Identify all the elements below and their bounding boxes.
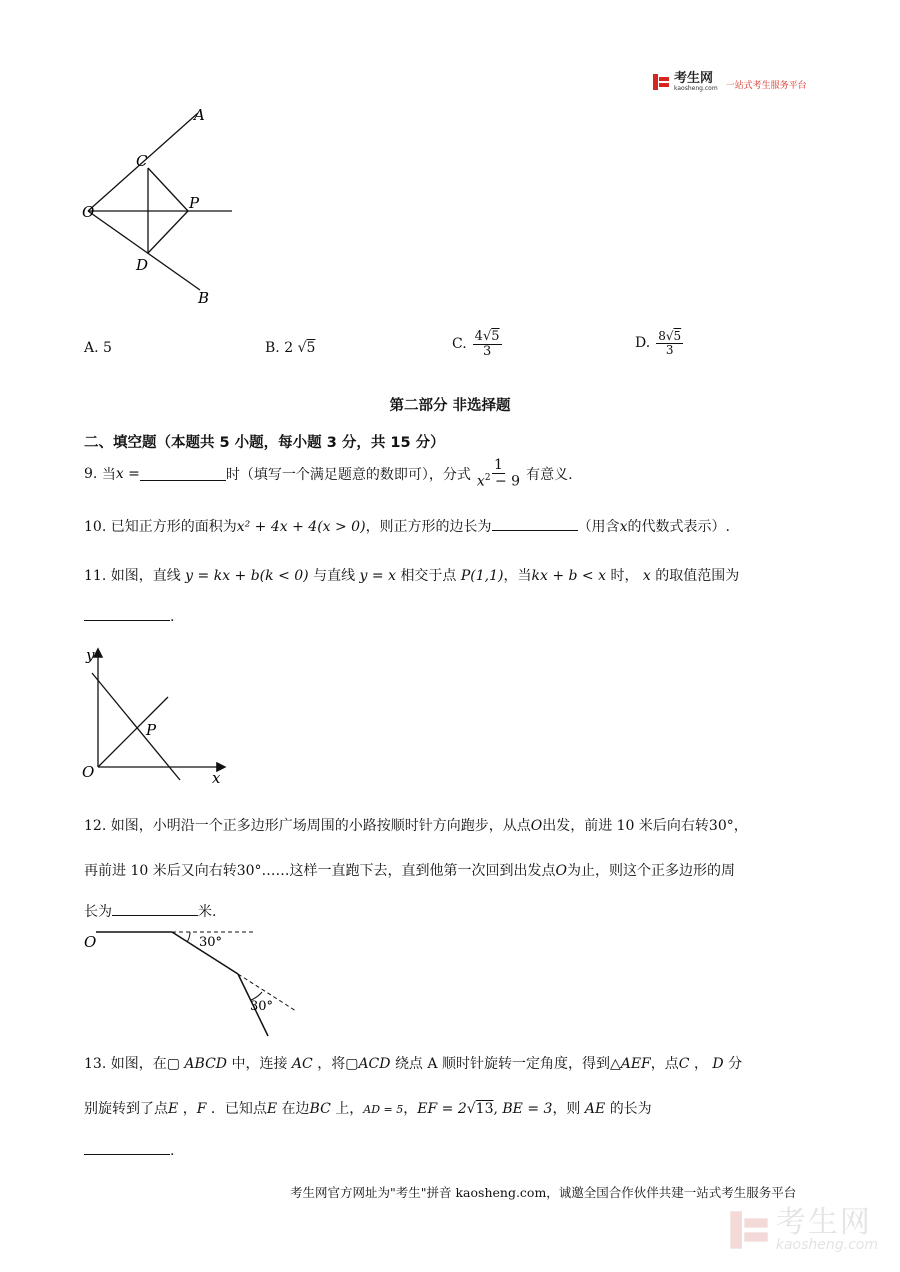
q8-label-a: A [194,106,205,124]
q11-label-x: x [212,769,221,785]
watermark-url: kaosheng.com [775,1237,878,1253]
q12-angle-arc-1 [187,932,190,942]
q11-answer-blank [84,606,170,621]
q10: 10. 已知正方形的面积为x² + 4x + 4(x > 0)，则正方形的边长为 （用含x的代数式表示）. [84,516,730,536]
q8-label-c: C [136,152,148,170]
q8-label-p: P [189,194,200,212]
q11-line-kx-b [92,673,180,780]
footer-text: 考生网官方网址为"考生"拼音 kaosheng.com，诚邀全国合作伙伴共建一站式考生服务平台 [290,1185,797,1200]
q8-option-c: C. $\frac{4√5}{3}$ [452,329,500,359]
q11-answer-line: . [84,606,174,625]
q11-figure [76,640,236,785]
q13-line-1: 13. 如图，在▢ ABCD 中，连接 AC ，将▢ACD 绕点 A 顺时针旋转一定角度，得到△AEF，点C ， D 分 [84,1056,743,1072]
q12-angle-label-top: 30° [199,935,223,950]
q13-answer-blank [84,1140,170,1155]
q8-label-d: D [136,256,149,274]
q8-ray-ob [88,211,200,290]
q11-label-y: y [86,646,95,664]
q12-line-3: 长为 米. [84,901,216,921]
q8-option-d: D. $\frac{8√5}{3}$ [635,329,682,357]
q8-segment-cp [148,168,188,211]
q12-figure [76,922,306,1042]
q9: 9. 当 x = 时（填写一个满足题意的数即可），分式 $\frac{1}{x^2 - 9}$ 有意义. [84,457,573,490]
q12-label-o: O [84,933,97,951]
q12-answer-blank [112,901,198,916]
q11-line-y-eq-x [98,697,168,767]
q11-label-o: O [82,763,95,781]
q8-segment-dp [148,211,188,253]
q11-label-p: P [146,721,157,739]
q11: 11. 如图，直线 y = kx + b(k < 0) 与直线 y = x 相交于点 P(1,1)，当kx + b < x 时， x 的取值范围为 [84,568,740,584]
q9-answer-blank [140,466,226,481]
part2-title: 第二部分 非选择题 [389,398,511,414]
q8-label-b: B [198,289,210,307]
q12-line-1: 12. 如图，小明沿一个正多边形广场周围的小路按顺时针方向跑步，从点O出发，前进 10 米后向右转30°， [84,818,748,834]
watermark [728,1205,878,1253]
q10-answer-blank [492,516,578,531]
watermark-name: 考生网 [775,1205,872,1240]
q8-option-a: A. 5 [84,340,112,356]
watermark-logo-icon [728,1209,770,1251]
q12-angle-label-bottom: 30° [250,999,274,1014]
section2-title: 二、填空题（本题共 5 小题，每小题 3 分，共 15 分） [84,435,445,451]
q13-answer-line: . [84,1140,174,1159]
q12-line-2: 再前进 10 米后又向右转30°……这样一直跑下去，直到他第一次回到出发点O为止，则这个正多边形的周 [84,863,736,879]
q13-line-2: 别旋转到了点E ，F ．已知点E 在边BC 上，AD = 5，EF = 2√13, BE = 3，则 AE 的长为 [84,1101,652,1117]
q8-figure [70,100,250,315]
header-logo [652,72,807,92]
logo-name: 考生网 [674,71,714,86]
q8-option-b: B. 2 √5 [265,340,316,356]
q8-label-o: O [82,203,95,221]
logo-slogan: 一站式考生服务平台 [725,80,807,91]
kaosheng-logo-icon [652,73,670,91]
logo-url: kaosheng.com [674,85,718,92]
